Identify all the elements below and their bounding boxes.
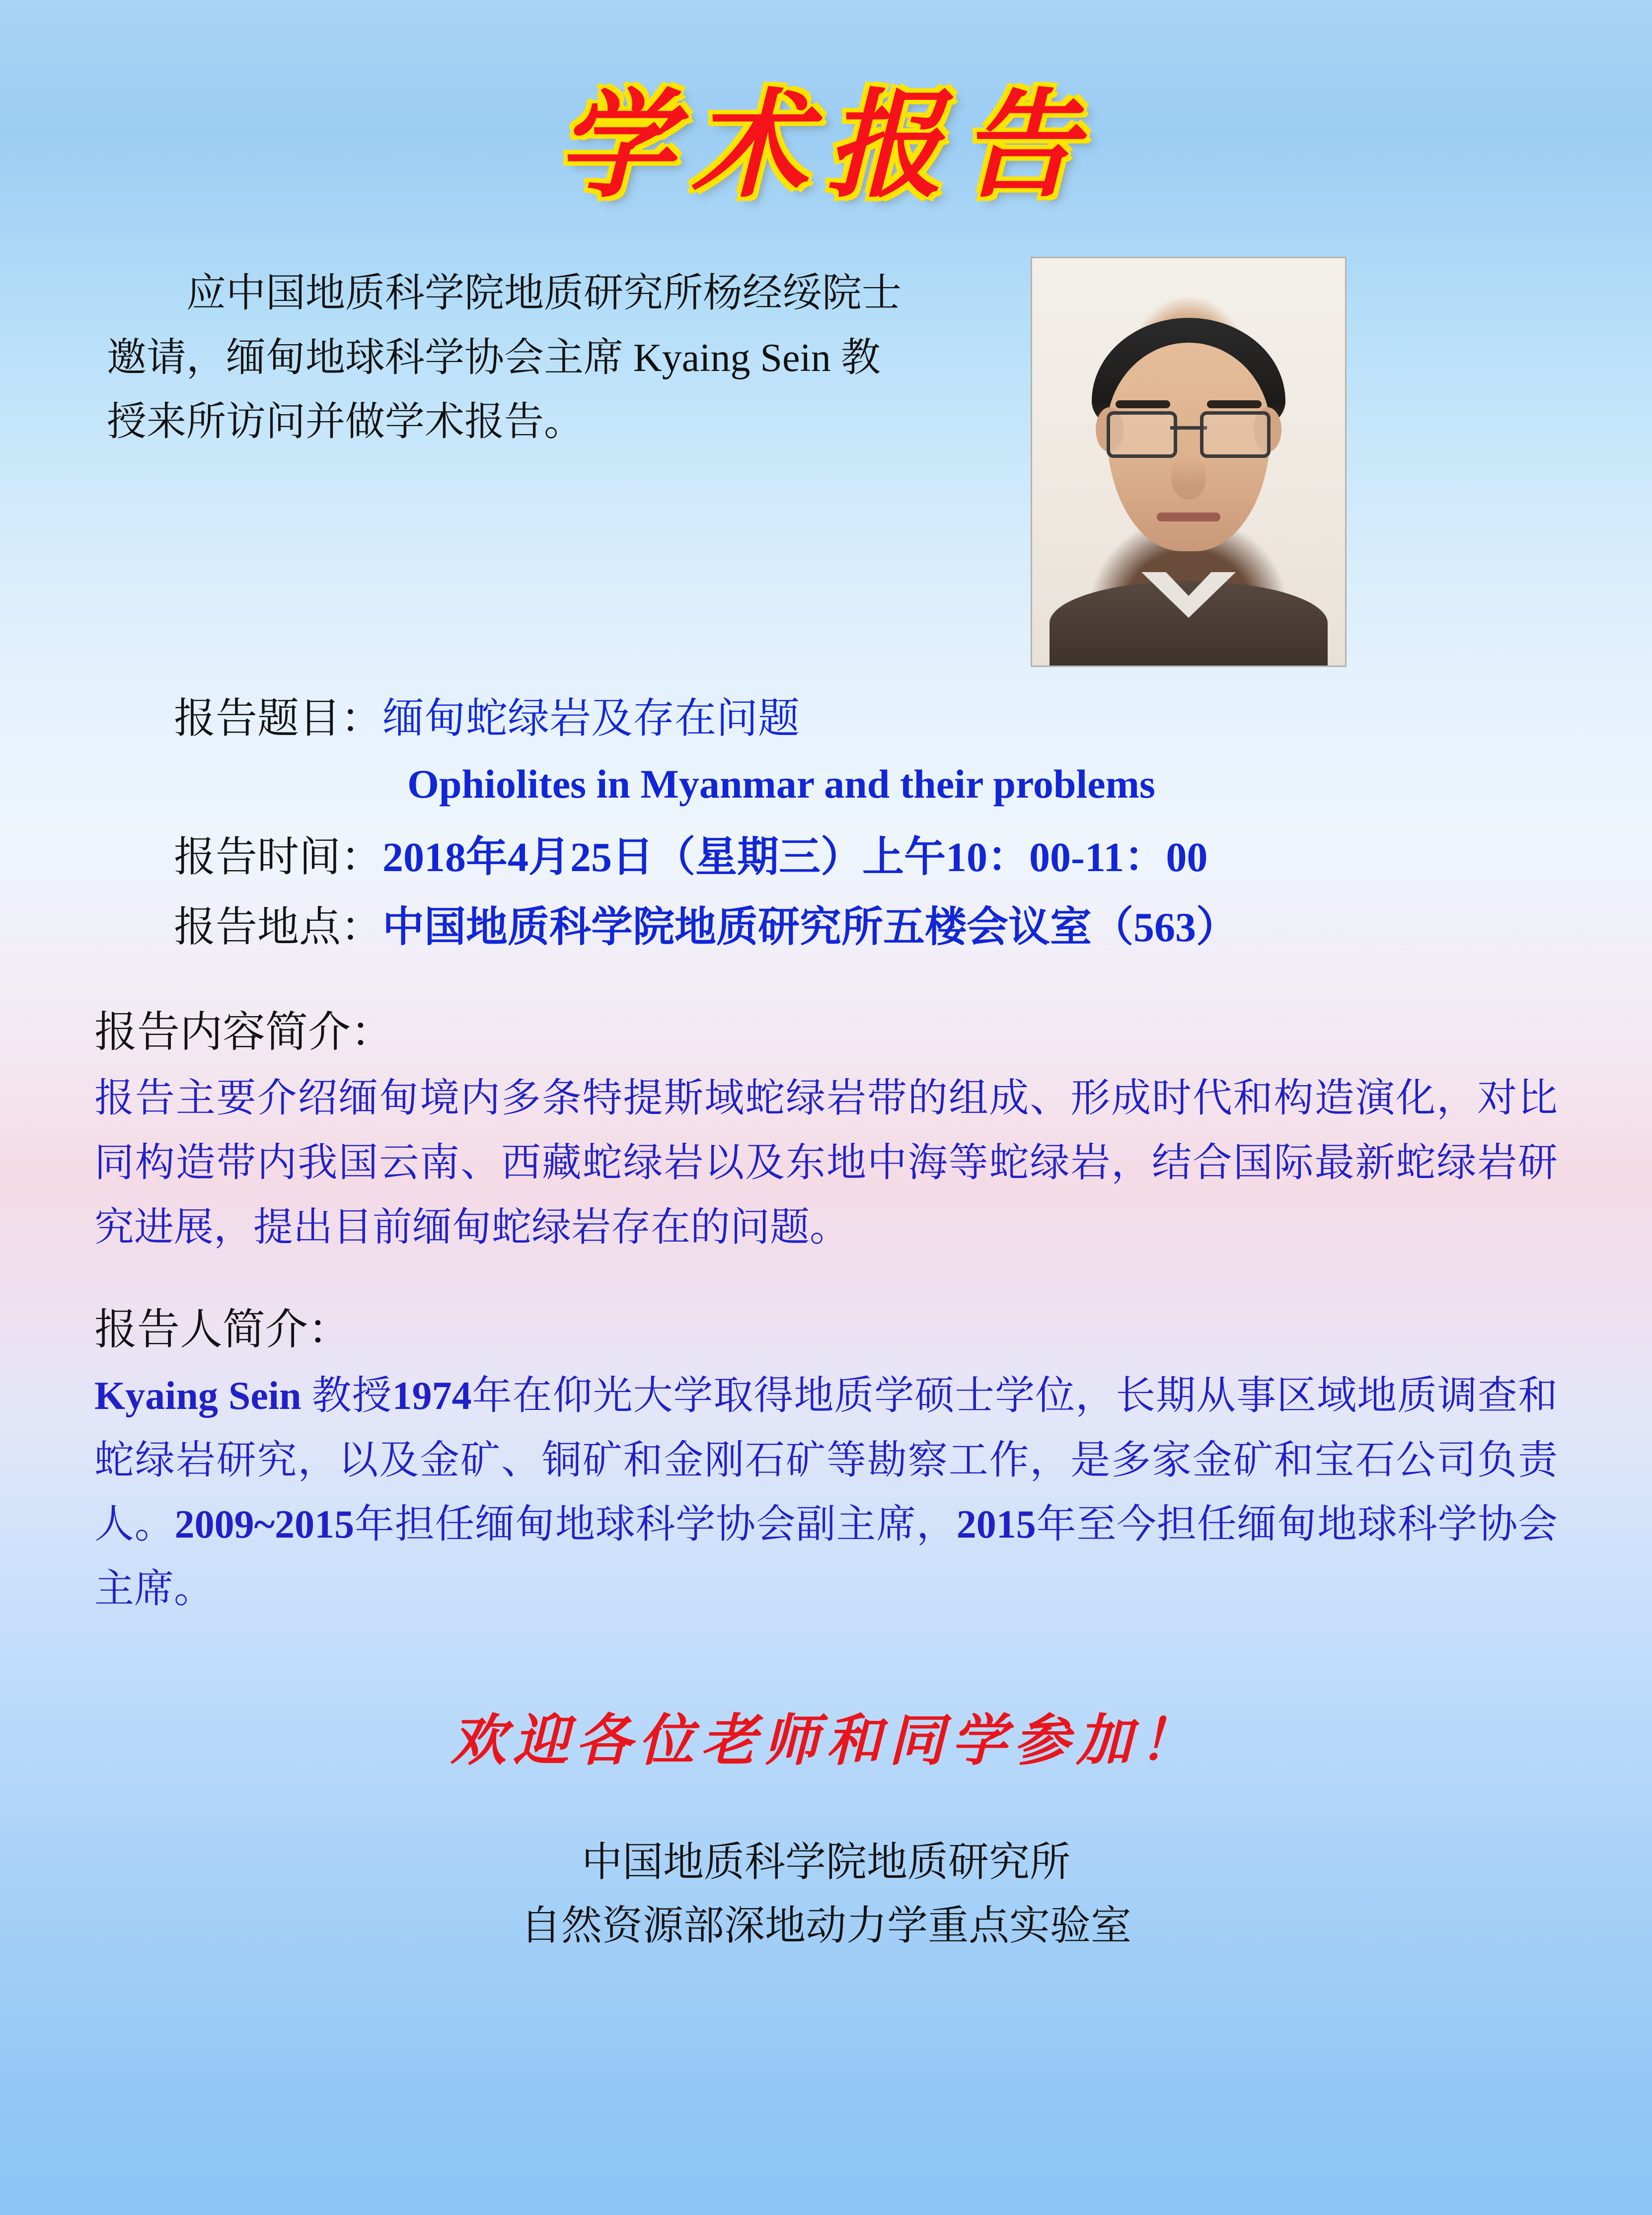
glasses-icon [1107, 411, 1271, 454]
topic-label: 报告题目： [174, 696, 383, 742]
speaker-photo [1031, 257, 1347, 667]
page-title: 学术报告 [557, 76, 1095, 214]
portrait-mouth [1157, 513, 1220, 521]
speaker-section [0, 1295, 1652, 1622]
topic-row [174, 684, 1652, 754]
glasses-lens-left [1107, 411, 1177, 458]
footer-line-2: 自然资源部深地动力学重点实验室 [520, 1903, 1131, 1948]
time-label: 报告时间： [174, 834, 383, 881]
speaker-body [94, 1364, 1558, 1622]
footer-block [0, 1831, 1652, 1957]
abstract-text: 报告主要介绍缅甸境内多条特提斯域蛇绿岩带的组成、形成时代和构造演化，对比同构造带内我国云南、西藏蛇绿岩以及东地中海等蛇绿岩，结合国际最新蛇绿岩研究进展，提出目前缅甸蛇绿岩存在的问题。 [94, 1077, 1558, 1250]
welcome-line: 欢迎各位老师和同学参加！ [451, 1708, 1201, 1773]
details-block [0, 684, 1652, 754]
intro-line-2: 邀请，缅甸地球科学协会主席 Kyaing Sein 教 [107, 336, 881, 380]
abstract-body [94, 1067, 1558, 1260]
place-label: 报告地点： [174, 904, 383, 951]
abstract-section [0, 997, 1652, 1260]
place-row [174, 892, 1652, 962]
topic-value: 缅甸蛇绿岩及存在问题 [382, 696, 800, 742]
intro-section [0, 257, 1652, 669]
speaker-year-3: 2015 [956, 1503, 1036, 1547]
abstract-heading: 报告内容简介： [94, 1008, 393, 1056]
details-block-2 [0, 822, 1652, 962]
portrait-shirt [1050, 581, 1328, 665]
glasses-lens-right [1200, 411, 1271, 458]
topic-english: Ophiolites in Myanmar and their problems [407, 761, 1155, 807]
portrait-brow-left [1116, 400, 1170, 408]
time-row [174, 822, 1652, 892]
intro-line-1: 应中国地质科学院地质研究所杨经绥院士 [186, 272, 901, 315]
footer-line-1: 中国地质科学院地质研究所 [581, 1840, 1070, 1885]
photo-background [1032, 258, 1345, 665]
speaker-text [94, 1364, 1558, 1622]
speaker-text-4: 年至今担任缅甸地球科学协会主席。 [94, 1503, 1558, 1611]
intro-paragraph [107, 262, 1130, 455]
title-section [0, 0, 1652, 220]
speaker-text-3: 年担任缅甸地球科学协会副主席， [354, 1503, 957, 1547]
place-value: 中国地质科学院地质研究所五楼会议室（563） [382, 904, 1238, 951]
time-value: 2018年4月25日（星期三）上午10：00-11：00 [382, 834, 1208, 881]
speaker-year-1: 1974 [392, 1374, 472, 1418]
intro-line-3: 授来所访问并做学术报告。 [107, 400, 584, 444]
portrait-nose [1171, 457, 1206, 500]
speaker-text-2: 年在仰光大学取得地质学硕士学位，长期从事区域地质调查和蛇绿岩研究，以及金矿、铜矿和金刚石矿等勘察工作，是多家金矿和宝石公司负责人。 [94, 1374, 1558, 1547]
speaker-years-2: 2009~2015 [174, 1503, 355, 1547]
speaker-heading: 报告人简介： [94, 1306, 351, 1354]
speaker-name: Kyaing Sein [94, 1374, 301, 1418]
speaker-text-1: 教授 [301, 1374, 392, 1418]
portrait-brow-right [1207, 400, 1262, 408]
